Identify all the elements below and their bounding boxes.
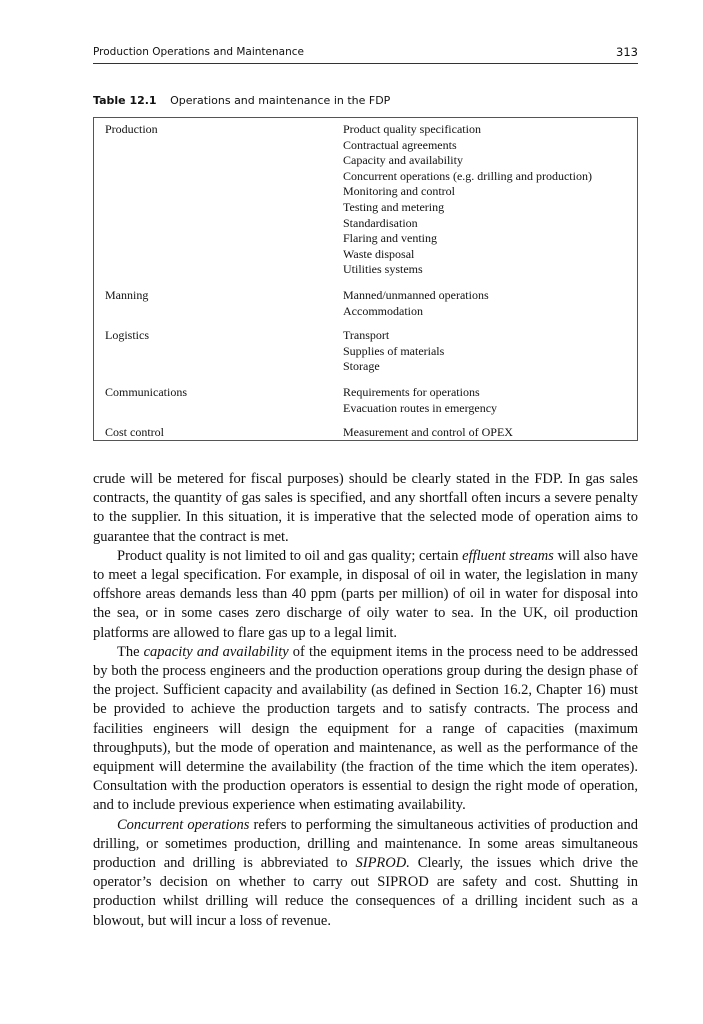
table-item: Monitoring and control [343, 184, 455, 199]
paragraph: Product quality is not limited to oil and gas quality; certain effluent streams will also have to meet a legal specification. For example, in disposal of oil in water, the legislation in many offshore areas demands less than 40 ppm (parts per million) of oil in water for disposal into the sea, or in some cases zero discharge of oily water to sea. In the UK, oil production platforms are allowed to flare gas up to a legal limit. [93, 547, 638, 641]
running-title: Production Operations and Maintenance [93, 46, 304, 58]
table-item: Transport [343, 328, 390, 342]
table-item: Supplies of materials [343, 343, 445, 358]
table-items [343, 122, 592, 278]
table-item: Measurement and control of OPEX [343, 425, 513, 439]
table-item: Evacuation routes in emergency [343, 400, 498, 415]
table-category: Manning [105, 288, 149, 302]
table-item: Accommodation [343, 303, 423, 318]
paragraph: The capacity and availability of the equipment items in the process need to be addressed by both the process engineers and the production operations group during the design phase of the project. Sufficient capacity and availability (as defined in Section 16.2, Chapter 16) must be provided to achieve the production targets and to satisfy contracts. The process and facilities engineers will design the equipment for a range of capacities (maximum throughputs), but the mode of operation and maintenance, as well as the performance of the equipment will determine the availability (the fraction of the time which the item operates). Consultation with the production operators is essential to design the right mode of operation, and to include previous experience when estimating availability. [93, 643, 638, 814]
table-item: Flaring and venting [343, 231, 437, 246]
table-item: Capacity and availability [343, 153, 463, 168]
page-number: 313 [616, 45, 638, 59]
table-category: Communications [105, 385, 187, 399]
table-item: Utilities systems [343, 262, 423, 277]
table-label: Table 12.1 [93, 94, 157, 107]
table-item: Concurrent operations (e.g. drilling and production) [343, 168, 592, 183]
table-item: Product quality specification [343, 122, 481, 136]
table-caption [93, 94, 390, 107]
table-title: Operations and maintenance in the FDP [170, 94, 391, 107]
table-item: Testing and metering [343, 199, 445, 214]
paragraph: crude will be metered for fiscal purposes) should be clearly stated in the FDP. In gas sales contracts, the quantity of gas sales is specified, and any shortfall often incurs a severe penalty to the supplier. In this situation, it is imperative that the selected mode of operation aims to guarantee that the contract is met. [93, 471, 638, 545]
paragraph: Concurrent operations refers to performing the simultaneous activities of production and drilling, or sometimes production, drilling and maintenance. In some areas simultaneous production and drilling is abbreviated to SIPROD. Clearly, the issues which drive the operator’s decision on whether to carry out SIPROD are safety and cost. Shutting in production whilst drilling will reduce the consequences of a drilling incident such as a blowout, but will incur a loss of revenue. [93, 816, 638, 929]
table-items [343, 288, 489, 319]
table-item: Requirements for operations [343, 385, 480, 399]
operations-table [93, 117, 638, 441]
header-rule [93, 63, 638, 64]
table-items [343, 425, 513, 441]
table-item: Standardisation [343, 215, 418, 230]
table-category: Production [105, 122, 158, 136]
table-category: Logistics [105, 328, 149, 342]
table-item: Storage [343, 359, 380, 374]
table-item: Waste disposal [343, 246, 415, 261]
table-item: Contractual agreements [343, 137, 457, 152]
running-header [93, 46, 638, 62]
table-item: Manned/unmanned operations [343, 288, 489, 302]
body-text [93, 470, 638, 931]
table-items [343, 385, 497, 416]
table-items [343, 328, 444, 375]
table-category: Cost control [105, 425, 164, 439]
